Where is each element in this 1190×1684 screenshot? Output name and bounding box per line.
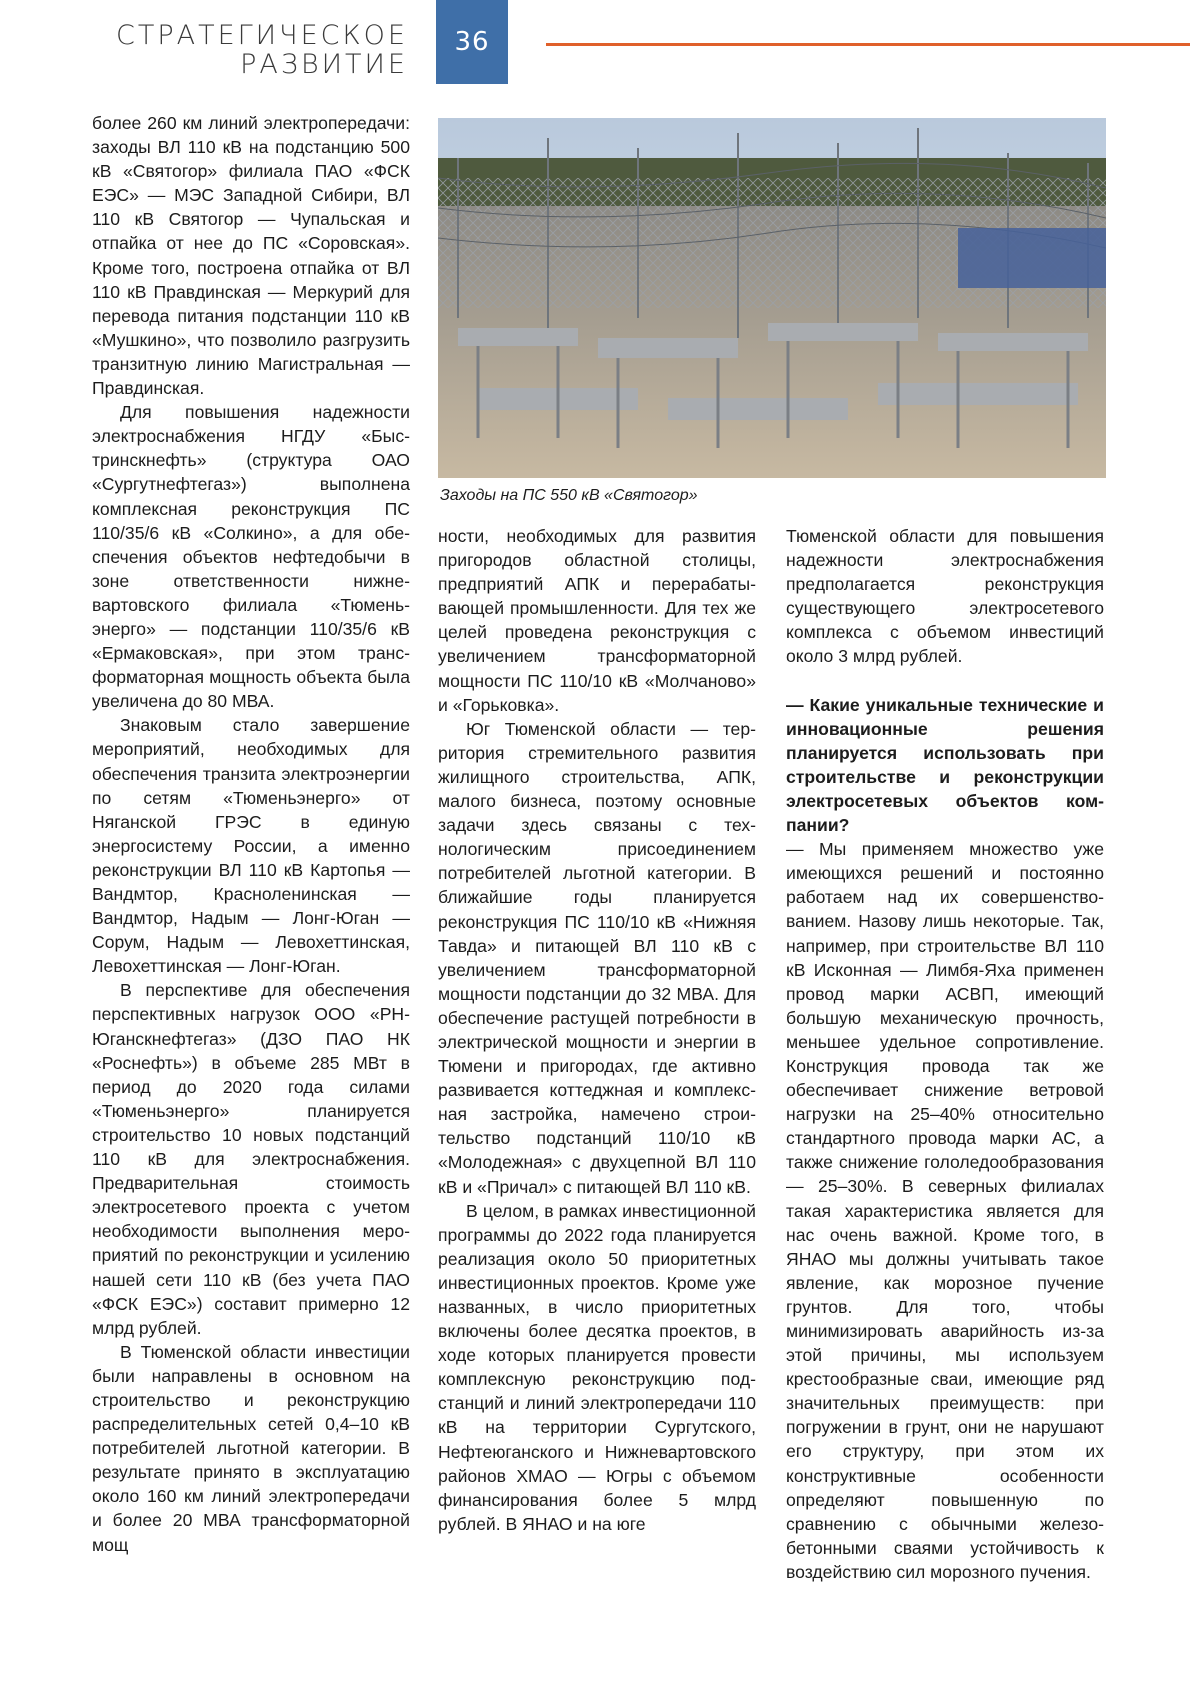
paragraph: Тюменской области для повышения надежности электроснабжения предполагается реконструкция существующего электросетевого комплекса с объемом инвестиций около 3 млрд рублей. (786, 526, 1104, 667)
interview-answer: — Мы применяем множество уже имеющихся решений и постоянно работаем над их совершенствованием. Назову лишь некоторые. Так, например, при строительстве ВЛ 110 кВ Исконная — Лимбя-Яха применен провод марки АСВП, имеющий большую механическую прочность, меньшее удельное сопротивление. Конструкция провода так же обеспечивает снижение ветровой нагрузки на 25–40% относительно стандартного провода марки АС, а также снижение гололедообразования — 25–30%. В северных филиалах такая характеристика является для нас очень важной. Кроме того, в ЯНАО мы должны учитывать такое явление, как морозное пучение грунтов. Для того, чтобы минимизировать аварийность из-за этой причины, мы используем крестообразные сваи, имеющие ряд значительных преимуществ: при погружении в грунт, они не нарушают его структуру, при этом их конструктивные особенности определяют повышенную по сравнению с обычными железобетонными сваями устойчивость к воздействию сил морозного пучения. (786, 839, 1104, 1582)
section-title-line2: РАЗВИТИЕ (240, 49, 408, 80)
column-1 (92, 111, 410, 1557)
substation-photo (438, 118, 1106, 478)
photo-caption: Заходы на ПС 550 кВ «Святогор» (440, 487, 698, 504)
paragraph: В Тюменской области инвестиции были направлены в основном на строительство и реконструкцию распределительных сетей 0,4–10 кВ потребителей льготной категории. В результате принято в эксплуатацию около 160 км линий электропередачи и более 20 МВА трансформаторной мощ (92, 1341, 410, 1555)
paragraph: Юг Тюменской области — территория стремительного развития жилищного строительства, АПК, малого бизнеса, поэтому основные задачи здесь связаны с технологическим присоединением потребителей льготной категории. В ближайшие годы планируется реконструкция ПС 110/10 кВ «Нижняя Тавда» и питающей ВЛ 110 кВ с увеличением трансформаторной мощности подстанции до 32 МВА. Для обеспечение растущей потребности в электрической мощности и энергии в Тюмени и пригородах, где активно развивается коттеджная и комплексная застройка, намечено строительство подстанций 110/10 кВ «Молодежная» с двухцепной ВЛ 110 кВ и «Причал» с питающей ВЛ 110 кВ. (438, 718, 756, 1197)
page-number-badge: 36 (436, 0, 508, 84)
column-2 (438, 524, 756, 1536)
header-accent-rule (546, 43, 1190, 46)
paragraph: Знаковым стало завершение мероприятий, необходимых для обеспечения транзита электроэнергии по сетям «Тюменьэнерго» от Няганской ГРЭС в единую энергосистему России, а именно реконструкции ВЛ 110 кВ Картопья — Вандмтор, Красноленинская — Вандмтор, Надым — Лонг-Юган — Сорум, Надым — Левохеттинская, Левохеттинская — Лонг-Юган. (92, 715, 410, 977)
paragraph: более 260 км линий электропередачи: заходы ВЛ 110 кВ на подстанцию 500 кВ «Святогор» филиала ПАО «ФСК ЕЭС» — МЭС Западной Сибири, ВЛ 110 кВ Святогор — Чупальская и отпайка от нее до ПС «Соровская». Кроме того, построена отпайка от ВЛ 110 кВ Правдинская — Меркурий для перевода питания подстанции 110 кВ «Мушкино», что позволило разгрузить транзитную линию Магистральная — Правдинская. (92, 113, 410, 399)
column-3 (786, 524, 1104, 1584)
paragraph: В перспективе для обеспечения перспективных нагрузок ООО «РН-Юганскнефтегаз» (ДЗО ПАО НК «Роснефть») в объеме 285 МВт в период до 2020 года силами «Тюменьэнерго» планируется строительство 10 новых подстанций 110 кВ для электроснабжения. Предварительная стоимость электросетевого проекта с учетом необходимости выполнения мероприятий по реконструкции и усилению нашей сети 110 кВ (без учета ПАО «ФСК ЕЭС») составит примерно 12 млрд рублей. (92, 980, 410, 1338)
paragraph: В целом, в рамках инвестиционной программы до 2022 года планируется реализация около 50 приоритетных инвестиционных проектов. Кроме уже названных, в число приоритетных включены более десятка проектов, в ходе которых планируется провести комплексную реконструкцию подстанций и линий электропередачи 110 кВ на территории Сургутского, Нефтеюганского и Нижневартовского районов ХМАО — Югры с объемом финансирования более 5 млрд рублей. В ЯНАО и на юге (438, 1200, 756, 1534)
paragraph: Для повышения надежности электроснабжения НГДУ «Быстринскнефть» (структура ОАО «Сургутнефтегаз») выполнена комплексная реконструкция ПС 110/35/6 кВ «Солкино», а для обеспечения объектов нефтедобычи в зоне ответственности нижневартовского филиала «Тюменьэнерго» — подстанции 110/35/6 кВ «Ермаковская», при этом трансформаторная мощность объекта была увеличена до 80 МВА. (92, 402, 410, 712)
paragraph: ности, необходимых для развития пригородов областной столицы, предприятий АПК и перерабатывающей промышленности. Для тех же целей проведена реконструкция с увеличением трансформаторной мощности ПС 110/10 кВ «Молчаново» и «Горьковка». (438, 526, 756, 715)
section-title-line1: СТРАТЕГИЧЕСКОЕ (115, 20, 408, 51)
interview-question: — Какие уникальные технические и инновационные решения планируется использовать при строительстве и реконструкции электросетевых объектов компании? (786, 694, 1104, 836)
